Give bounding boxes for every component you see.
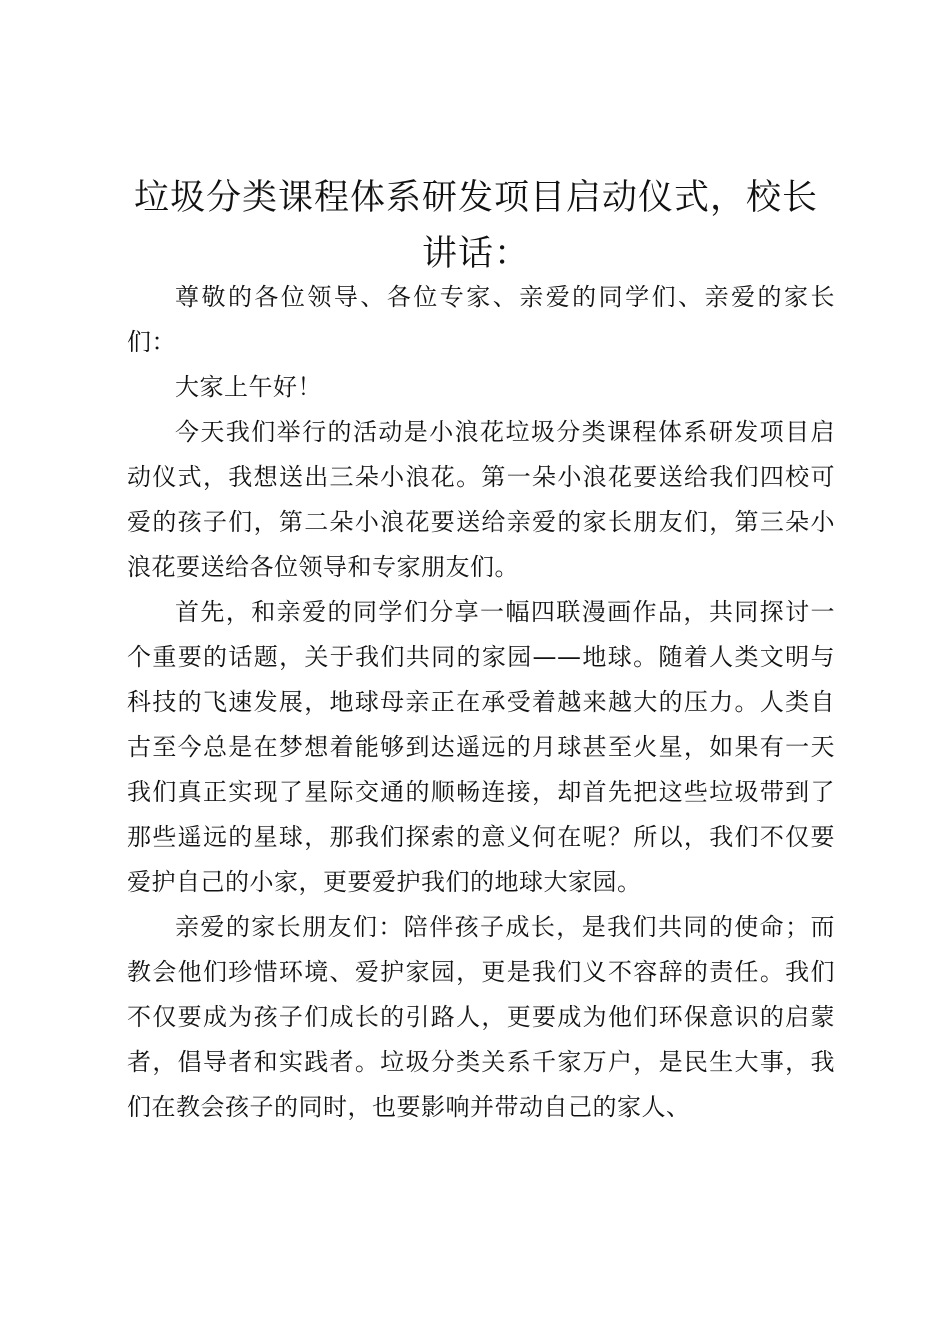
document-body [127, 275, 835, 1130]
salutation-paragraph: 尊敬的各位领导、各位专家、亲爱的同学们、亲爱的家长们： [127, 283, 835, 356]
body-paragraph-3: 亲爱的家长朋友们：陪伴孩子成长，是我们共同的使命；而教会他们珍惜环境、爱护家园，更是我们义不容辞的责任。我们不仅要成为孩子们成长的引路人，更要成为他们环保意识的启蒙者，倡导者和实践者。垃圾分类关系千家万户，是民生大事，我们在教会孩子的同时，也要影响并带动自己的家人、 [127, 913, 835, 1121]
body-paragraph-1: 今天我们举行的活动是小浪花垃圾分类课程体系研发项目启动仪式，我想送出三朵小浪花。第一朵小浪花要送给我们四校可爱的孩子们，第二朵小浪花要送给亲爱的家长朋友们，第三朵小浪花要送给各位领导和专家朋友们。 [127, 418, 835, 581]
body-paragraph-2: 首先，和亲爱的同学们分享一幅四联漫画作品，共同探讨一个重要的话题，关于我们共同的家园——地球。随着人类文明与科技的飞速发展，地球母亲正在承受着越来越大的压力。人类自古至今总是在梦想着能够到达遥远的月球甚至火星，如果有一天我们真正实现了星际交通的顺畅连接，却首先把这些垃圾带到了那些遥远的星球，那我们探索的意义何在呢？所以，我们不仅要爱护自己的小家，更要爱护我们的地球大家园。 [127, 598, 835, 896]
greeting-paragraph: 大家上午好！ [175, 373, 322, 401]
document-title: 垃圾分类课程体系研发项目启动仪式，校长讲话： [133, 178, 818, 274]
